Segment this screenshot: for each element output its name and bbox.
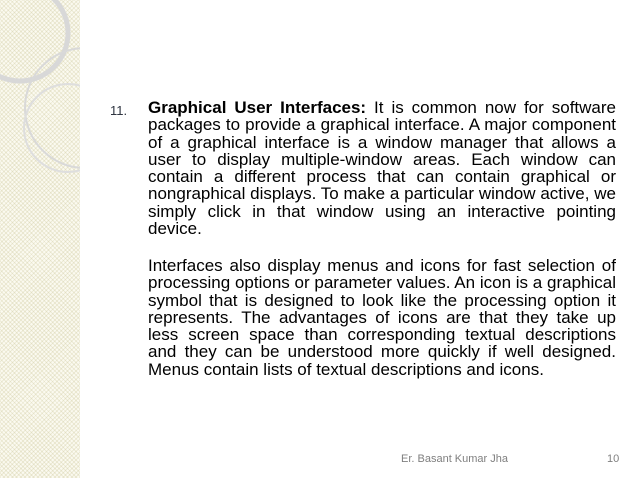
paragraph-graphical-user-interfaces xyxy=(148,99,616,237)
section-heading: Graphical User Interfaces: xyxy=(148,98,367,117)
item-number: 11. xyxy=(110,103,128,118)
footer-author: Er. Basant Kumar Jha xyxy=(401,453,508,465)
page-number: 10 xyxy=(607,453,620,465)
decorative-ring-top xyxy=(0,0,68,81)
paragraph-interfaces-menus-icons: Interfaces also display menus and icons for fast selection of processing options or parameter values. An icon is a graphical symbol that is designed to look like the processing option it represents. The advantages of icons are that they take up less screen space than corresponding textual descriptions and they can be understood more quickly if well designed. Menus contain lists of textual descriptions and icons. xyxy=(148,256,616,379)
paragraph-1-text: It is common now for software packages to provide a graphical interface. A major component of a graphical interface is a window manager that allows a user to display multiple-window areas. Each window can contain a different process that can contain graphical or nongraphical displays. To make a particular window active, we simply click in that window using an interactive pointing device. xyxy=(148,98,616,239)
decorative-rings xyxy=(0,0,80,478)
decorative-sidebar xyxy=(0,0,80,478)
